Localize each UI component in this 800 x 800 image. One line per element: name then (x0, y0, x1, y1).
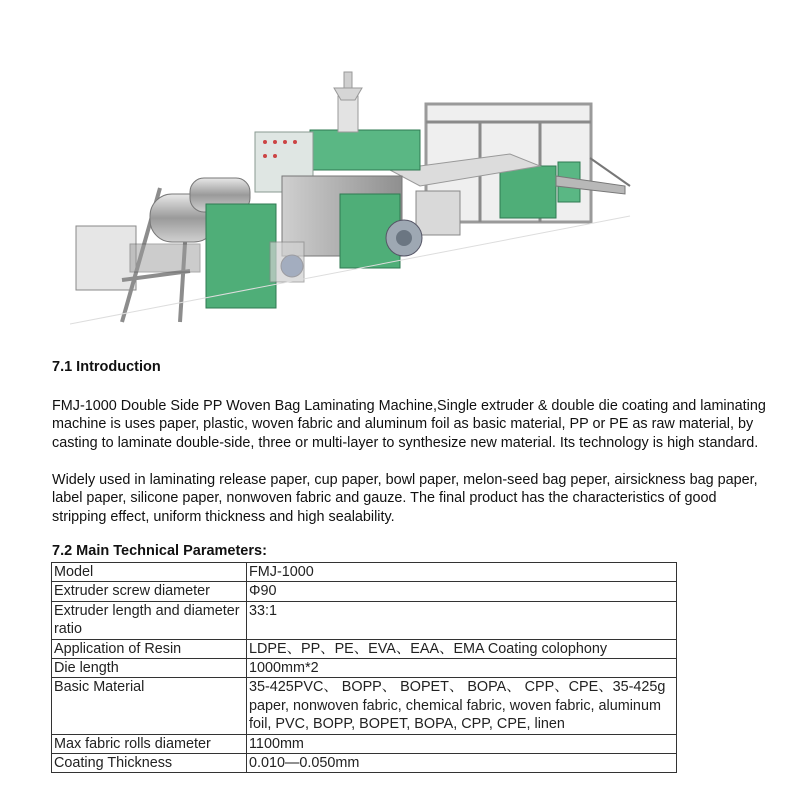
intro-heading: 7.1 Introduction (52, 359, 161, 375)
param-label: Coating Thickness (52, 754, 247, 773)
param-label: Extruder length and diameter ratio (52, 601, 247, 639)
intro-paragraph-1: FMJ-1000 Double Side PP Woven Bag Laminating Machine,Single extruder & double die coating and laminating machine is uses paper, plastic, woven fabric and aluminum foil as basic material, PP or PE as raw material, by casting to laminate double-side, three or multi-layer to synthesize new material. Its technology is high standard. (52, 398, 766, 451)
table-row (52, 639, 677, 658)
laminating-machine-photo (70, 66, 640, 336)
param-value: LDPE、PP、PE、EVA、EAA、EMA Coating colophony (247, 639, 677, 658)
parameters-table (51, 562, 677, 773)
param-value: 1000mm*2 (247, 659, 677, 678)
table-row (52, 678, 677, 734)
param-value: 1100mm (247, 734, 677, 753)
param-label: Extruder screw diameter (52, 582, 247, 601)
param-value: 0.010—0.050mm (247, 754, 677, 773)
param-value: 35-425PVC、 BOPP、 BOPET、 BOPA、 CPP、CPE、35-425g paper, nonwoven fabric, chemical fabric, woven fabric, aluminum foil, PVC, BOPP, BOPET, BOPA, CPP, CPE, linen (247, 678, 677, 734)
param-label: Die length (52, 659, 247, 678)
param-label: Basic Material (52, 678, 247, 734)
table-row (52, 734, 677, 753)
table-row (52, 754, 677, 773)
intro-paragraph-2: Widely used in laminating release paper, cup paper, bowl paper, melon-seed bag peper, airsickness bag paper, label paper, silicone paper, nonwoven fabric and gauze. The final product has the characteristics of good stripping effect, uniform thickness and high sealability. (52, 472, 758, 525)
table-row (52, 601, 677, 639)
params-heading: 7.2 Main Technical Parameters: (52, 543, 267, 559)
table-row (52, 582, 677, 601)
table-row (52, 659, 677, 678)
param-label: Model (52, 563, 247, 582)
param-value: 33:1 (247, 601, 677, 639)
param-value: FMJ-1000 (247, 563, 677, 582)
param-value: Φ90 (247, 582, 677, 601)
param-label: Max fabric rolls diameter (52, 734, 247, 753)
table-row (52, 563, 677, 582)
param-label: Application of Resin (52, 639, 247, 658)
